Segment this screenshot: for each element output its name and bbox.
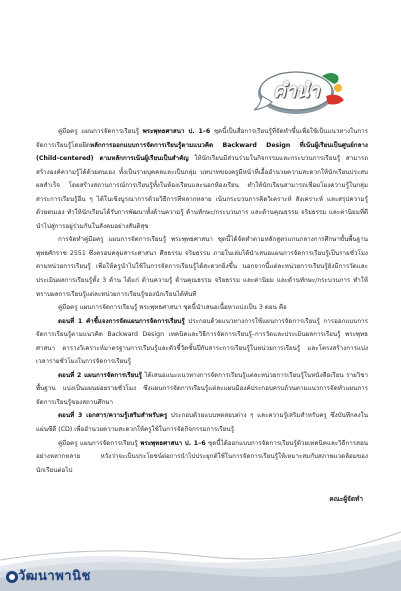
text-run: คู่มือครู แผนการจัดการเรียนรู้ พระพุทธศาสนา ชุดนี้นำเสนอเนื้อหาแบ่งเป็น 3 ตอน คือ (58, 304, 287, 312)
text-run: คู่มือครู แผนการจัดการเรียนรู้ (58, 128, 143, 135)
bold-text-run: ตอนที่ 3 เอกสาร/ความรู้เสริมสำหรับครู (58, 412, 168, 420)
text-run: ประกอบด้วยแนวทางการใช้แผนการจัดการเรียนรู้ การออกแบบการจัดการเรียนรู้ตามแนวคิด Backward Design เทคนิคและวิธีการจัดการเรียนรู้–การวัดและประเมินผลการเรียนรู้ พระพุทธศาสนา ตารางวิเคราะห์มาตรฐานการเรียนรู้และตัวชี้วัดชั้นปีกับสาระการเรียนรู้ในหน่วยการเรียนรู้ และโครงสร้างการแบ่งเวลารายชั่วโมงในการจัดการเรียนรู้ (36, 317, 368, 366)
page-title: คำนำ (272, 80, 320, 102)
title-badge (250, 66, 350, 120)
text-run: การจัดทำคู่มือครู แผนการจัดการเรียนรู้ พระพุทธศาสนา ชุดนี้ได้จัดทำตามหลักสูตรแกนกลางการศึกษาขั้นพื้นฐาน พุทธศักราช 2551 ซึ่งครอบคลุมสาระศาสนา ศีลธรรม จริยธรรม ภายในเล่มได้นำเสนอแผนการจัดการเรียนรู้เป็นรายชั่วโมงตามหน่วยการเรียนรู้ เพื่อให้ครูนำไปใช้ในการจัดการเรียนรู้ได้สะดวกยิ่งขึ้น นอกจากนี้แต่ละหน่วยการเรียนรู้ยังมีการวัดและประเมินผลการเรียนรู้ทั้ง 3 ด้าน ได้แก่ ด้านความรู้ ด้านคุณธรรม จริยธรรม และค่านิยม และด้านทักษะ/กระบวนการ ทำให้ทราบผลการเรียนรู้แต่ละหน่วยการเรียนรู้ของนักเรียนได้ทันที (36, 236, 368, 298)
signature: คณะผู้จัดทำ (329, 495, 363, 503)
paragraph (36, 437, 368, 478)
paragraph (36, 233, 368, 301)
paragraph (36, 409, 368, 436)
text-run: ให้นักเรียนมีส่วนร่วมในกิจกรรมและกระบวนการเรียนรู้ สามารถสร้างองค์ความรู้ได้ด้วยตนเอง ทั้งเป็นรายบุคคลและเป็นกลุ่ม บทบาทของครูมีหน้าที่เอื้ออำนวยความสะดวกให้นักเรียนประสบผลสำเร็จ โดยสร้างสถานการณ์การเรียนรู้ทั้งในห้องเรียนและนอกห้องเรียน ทำให้นักเรียนสามารถเชื่อมโยงความรู้ในกลุ่มสาระการเรียนรู้อื่น ๆ ได้ในเชิงบูรณาการด้วยวิธีการที่หลากหลาย เน้นกระบวนการคิดวิเคราะห์ สังเคราะห์ และสรุปความรู้ด้วยตนเอง ทำให้นักเรียนได้รับการพัฒนาทั้งด้านความรู้ ด้านทักษะ/กระบวนการ และด้านคุณธรรม จริยธรรม และค่านิยมที่ดี นำไปสู่การอยู่ร่วมกันในสังคมอย่างสันติสุข (36, 155, 368, 230)
text-run: ได้เสนอแนะแนวทางการจัดการเรียนรู้แต่ละหน่วยการเรียนรู้ในหนังสือเรียน รายวิชาพื้นฐาน แบ่งเป็นแผนย่อยรายชั่วโมง ซึ่งแผนการจัดการเรียนรู้แต่ละแผนมีองค์ประกอบครบถ้วนตามแนวการจัดทำแผนการจัดการเรียนรู้ของสถานศึกษา (36, 371, 368, 406)
paragraph (36, 125, 368, 233)
text-run: ชุดนี้เป็นสื่อการเรียนรู้ที่จัดทำขึ้นเพื่อใช้เป็นแนวทางในการจัดการเรียนรู้โดยยึด (36, 128, 368, 149)
bold-text-run: พระพุทธศาสนา ป. 1–6 (140, 439, 206, 447)
bold-text-run: ตอนที่ 1 คำชี้แจงการจัดแผนการจัดการเรียนรู้ (58, 317, 185, 325)
preface-body (36, 125, 368, 477)
paragraph (36, 369, 368, 410)
text-run: ชุดนี้ได้ออกแบบการจัดการเรียนรู้ด้วยเทคนิคและวิธีการสอนอย่างหลากหลาย หวังว่าจะเป็นประโยชน์ต่อการนำไปประยุกต์ใช้ในการจัดการเรียนรู้ให้เหมาะสมกับสภาพแวดล้อมของนักเรียนต่อไป (36, 439, 368, 474)
publisher-logo-icon (5, 570, 19, 584)
bold-text-run: พระพุทธศาสนา ป. 1–6 (142, 128, 211, 135)
publisher-logo-text: วัฒนาพานิช (18, 569, 91, 584)
paragraph (36, 315, 368, 369)
text-run: ประกอบด้วยแบบทดสอบต่าง ๆ และความรู้เสริมสำหรับครู ซึ่งบันทึกลงในแผ่นซีดี (CD) เพื่ออำนวยความสะดวกให้ครูใช้ในการจัดกิจกรรมการเรียนรู้ (36, 412, 368, 434)
paragraph (36, 301, 368, 315)
bold-text-run: หลักการออกแบบการจัดการเรียนรู้ตามแนวคิด Backward Design ที่เน้นผู้เรียนเป็นศูนย์กลาง (Child-centered) ตามหลักการเน้นผู้เรียนเป็นสำคัญ (36, 141, 368, 163)
bold-text-run: ตอนที่ 2 แผนการจัดการเรียนรู้ (58, 371, 142, 379)
text-run: คู่มือครู แผนการจัดการเรียนรู้ (58, 439, 141, 447)
